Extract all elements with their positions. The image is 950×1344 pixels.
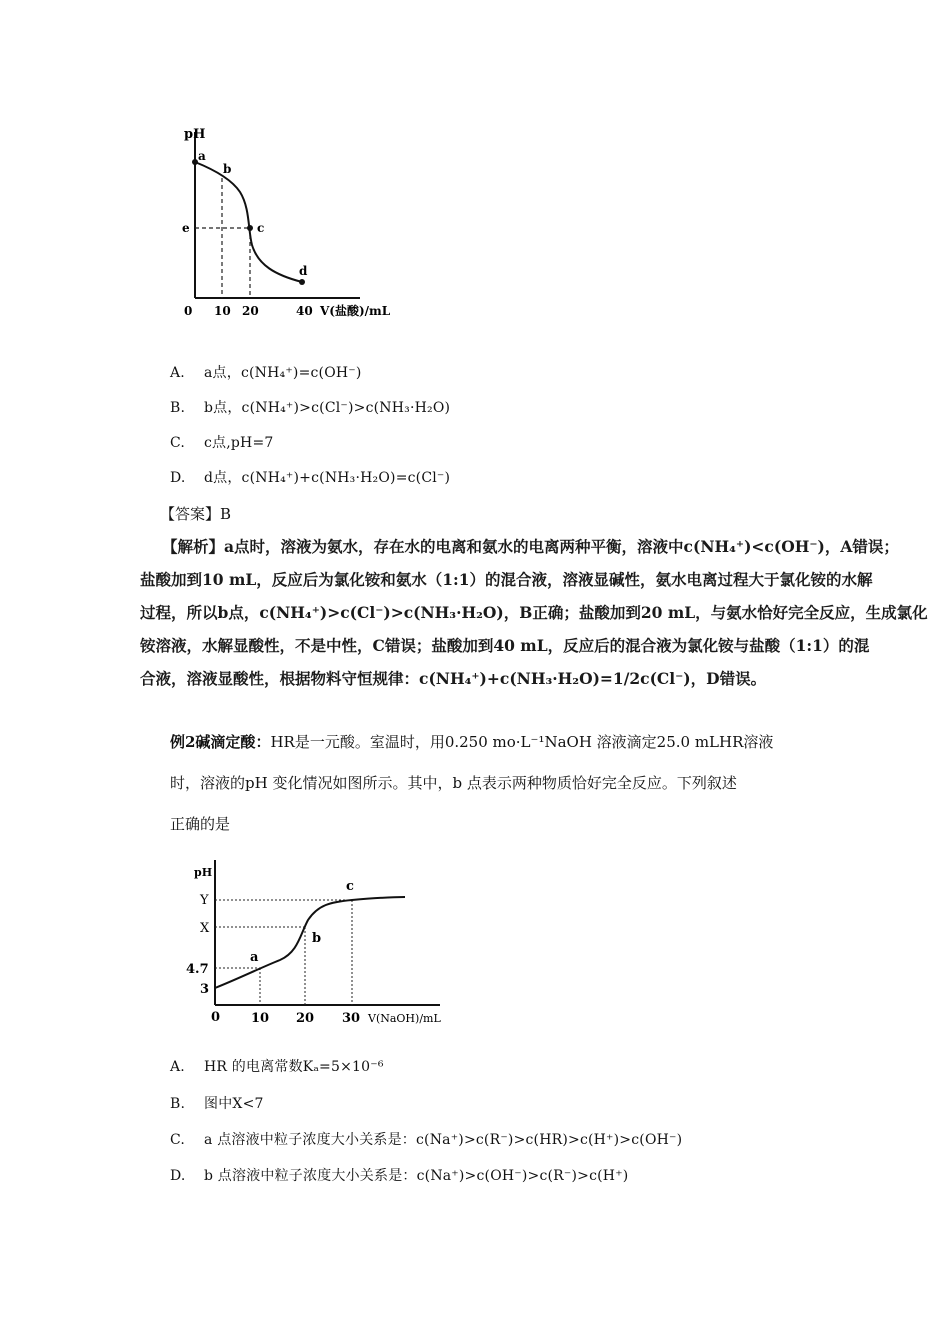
- x-tick-10: 10: [214, 304, 231, 318]
- x-tick-20: 20: [296, 1011, 315, 1026]
- option-label: B.: [170, 1096, 186, 1112]
- option-label: C.: [170, 435, 186, 451]
- titration-graph-1: [170, 120, 420, 325]
- titration-graph-2: [180, 850, 460, 1030]
- point-a-label: a: [198, 149, 206, 163]
- option-label: A.: [170, 365, 185, 381]
- option-text: 图中X<7: [204, 1096, 264, 1112]
- point-a-label: a: [250, 950, 259, 965]
- analysis-line-4: 铵溶液，水解显酸性，不是中性，C错误；盐酸加到40 mL，反应后的混合液为氯化铵与盐酸（1:1）的混: [140, 636, 870, 655]
- point-d: [299, 279, 305, 285]
- point-b-label: b: [223, 162, 232, 176]
- e-label: e: [182, 221, 190, 235]
- option-text: a点，c(NH₄⁺)=c(OH⁻): [204, 365, 362, 381]
- option-text: d点，c(NH₄⁺)+c(NH₃·H₂O)=c(Cl⁻): [204, 470, 451, 486]
- y-axis-label: pH: [184, 127, 206, 142]
- q1-option-b: [170, 397, 450, 417]
- analysis-line-2: 盐酸加到10 mL，反应后为氯化铵和氨水（1:1）的混合液，溶液显碱性，氨水电离过程大于氯化铵的水解: [140, 570, 873, 589]
- option-label: C.: [170, 1132, 186, 1148]
- x-tick-30: 30: [342, 1011, 361, 1026]
- q2-option-b: [170, 1093, 264, 1113]
- option-label: D.: [170, 470, 186, 486]
- option-text: b 点溶液中粒子浓度大小关系是：c(Na⁺)>c(OH⁻)>c(R⁻)>c(H⁺): [204, 1168, 629, 1184]
- analysis-line-3: 过程，所以b点，c(NH₄⁺)>c(Cl⁻)>c(NH₃·H₂O)，B正确；盐酸加到20 mL，与氨水恰好完全反应，生成氯化: [140, 603, 928, 622]
- y-axis-label: pH: [194, 866, 213, 879]
- q2-stem-line-2: 时，溶液的pH 变化情况如图所示。其中，b 点表示两种物质恰好完全反应。下列叙述: [170, 774, 737, 792]
- point-b-label: b: [312, 931, 322, 946]
- y-tick-X: X: [200, 921, 210, 936]
- option-text: HR 的电离常数Kₐ=5×10⁻⁶: [204, 1059, 384, 1075]
- option-label: B.: [170, 400, 186, 416]
- x-tick-0: 0: [184, 304, 193, 318]
- q1-option-d: [170, 467, 450, 487]
- answer-line: 【答案】B: [160, 505, 232, 523]
- point-c-label: c: [346, 879, 354, 894]
- q2-title: 例2碱滴定酸：: [170, 733, 271, 751]
- option-label: D.: [170, 1168, 186, 1184]
- option-text: b点，c(NH₄⁺)>c(Cl⁻)>c(NH₃·H₂O): [204, 400, 451, 416]
- x-tick-40: 40: [296, 304, 313, 318]
- ph-curve: [195, 162, 302, 282]
- q2-stem-line-3: 正确的是: [170, 815, 231, 833]
- analysis-line-1: 【解析】a点时，溶液为氨水，存在水的电离和氨水的电离两种平衡，溶液中c(NH₄⁺)<c(OH⁻)，A错误；: [162, 537, 899, 556]
- analysis-line-5: 合液，溶液显酸性，根据物料守恒规律：c(NH₄⁺)+c(NH₃·H₂O)=1/2c(Cl⁻)，D错误。: [140, 669, 767, 688]
- option-text: c点,pH=7: [204, 435, 274, 451]
- q2-option-a: [170, 1056, 384, 1076]
- y-tick-4.7: 4.7: [186, 962, 209, 977]
- analysis-block: [140, 530, 928, 695]
- q2-option-d: [170, 1165, 628, 1185]
- point-d-label: d: [299, 264, 308, 278]
- y-tick-3: 3: [200, 982, 210, 997]
- q1-option-a: [170, 362, 362, 382]
- ph-curve: [215, 897, 405, 988]
- q2-option-c: [170, 1129, 682, 1149]
- point-c: [247, 225, 253, 231]
- point-c-label: c: [257, 221, 265, 235]
- x-axis-label: V(NaOH)/mL: [368, 1012, 441, 1025]
- x-axis-label: V(盐酸)/mL: [320, 304, 391, 318]
- x-tick-0: 0: [211, 1010, 221, 1025]
- x-tick-10: 10: [251, 1011, 270, 1026]
- q2-line1: HR是一元酸。室温时，用0.250 mo·L⁻¹NaOH 溶液滴定25.0 mLHR溶液: [270, 733, 774, 751]
- option-text: a 点溶液中粒子浓度大小关系是：c(Na⁺)>c(R⁻)>c(HR)>c(H⁺)>c(OH⁻): [204, 1132, 683, 1148]
- y-tick-Y: Y: [200, 893, 209, 908]
- x-tick-20: 20: [242, 304, 259, 318]
- option-label: A.: [170, 1059, 185, 1075]
- q1-option-c: [170, 432, 274, 452]
- q2-stem-line-1: [170, 731, 773, 752]
